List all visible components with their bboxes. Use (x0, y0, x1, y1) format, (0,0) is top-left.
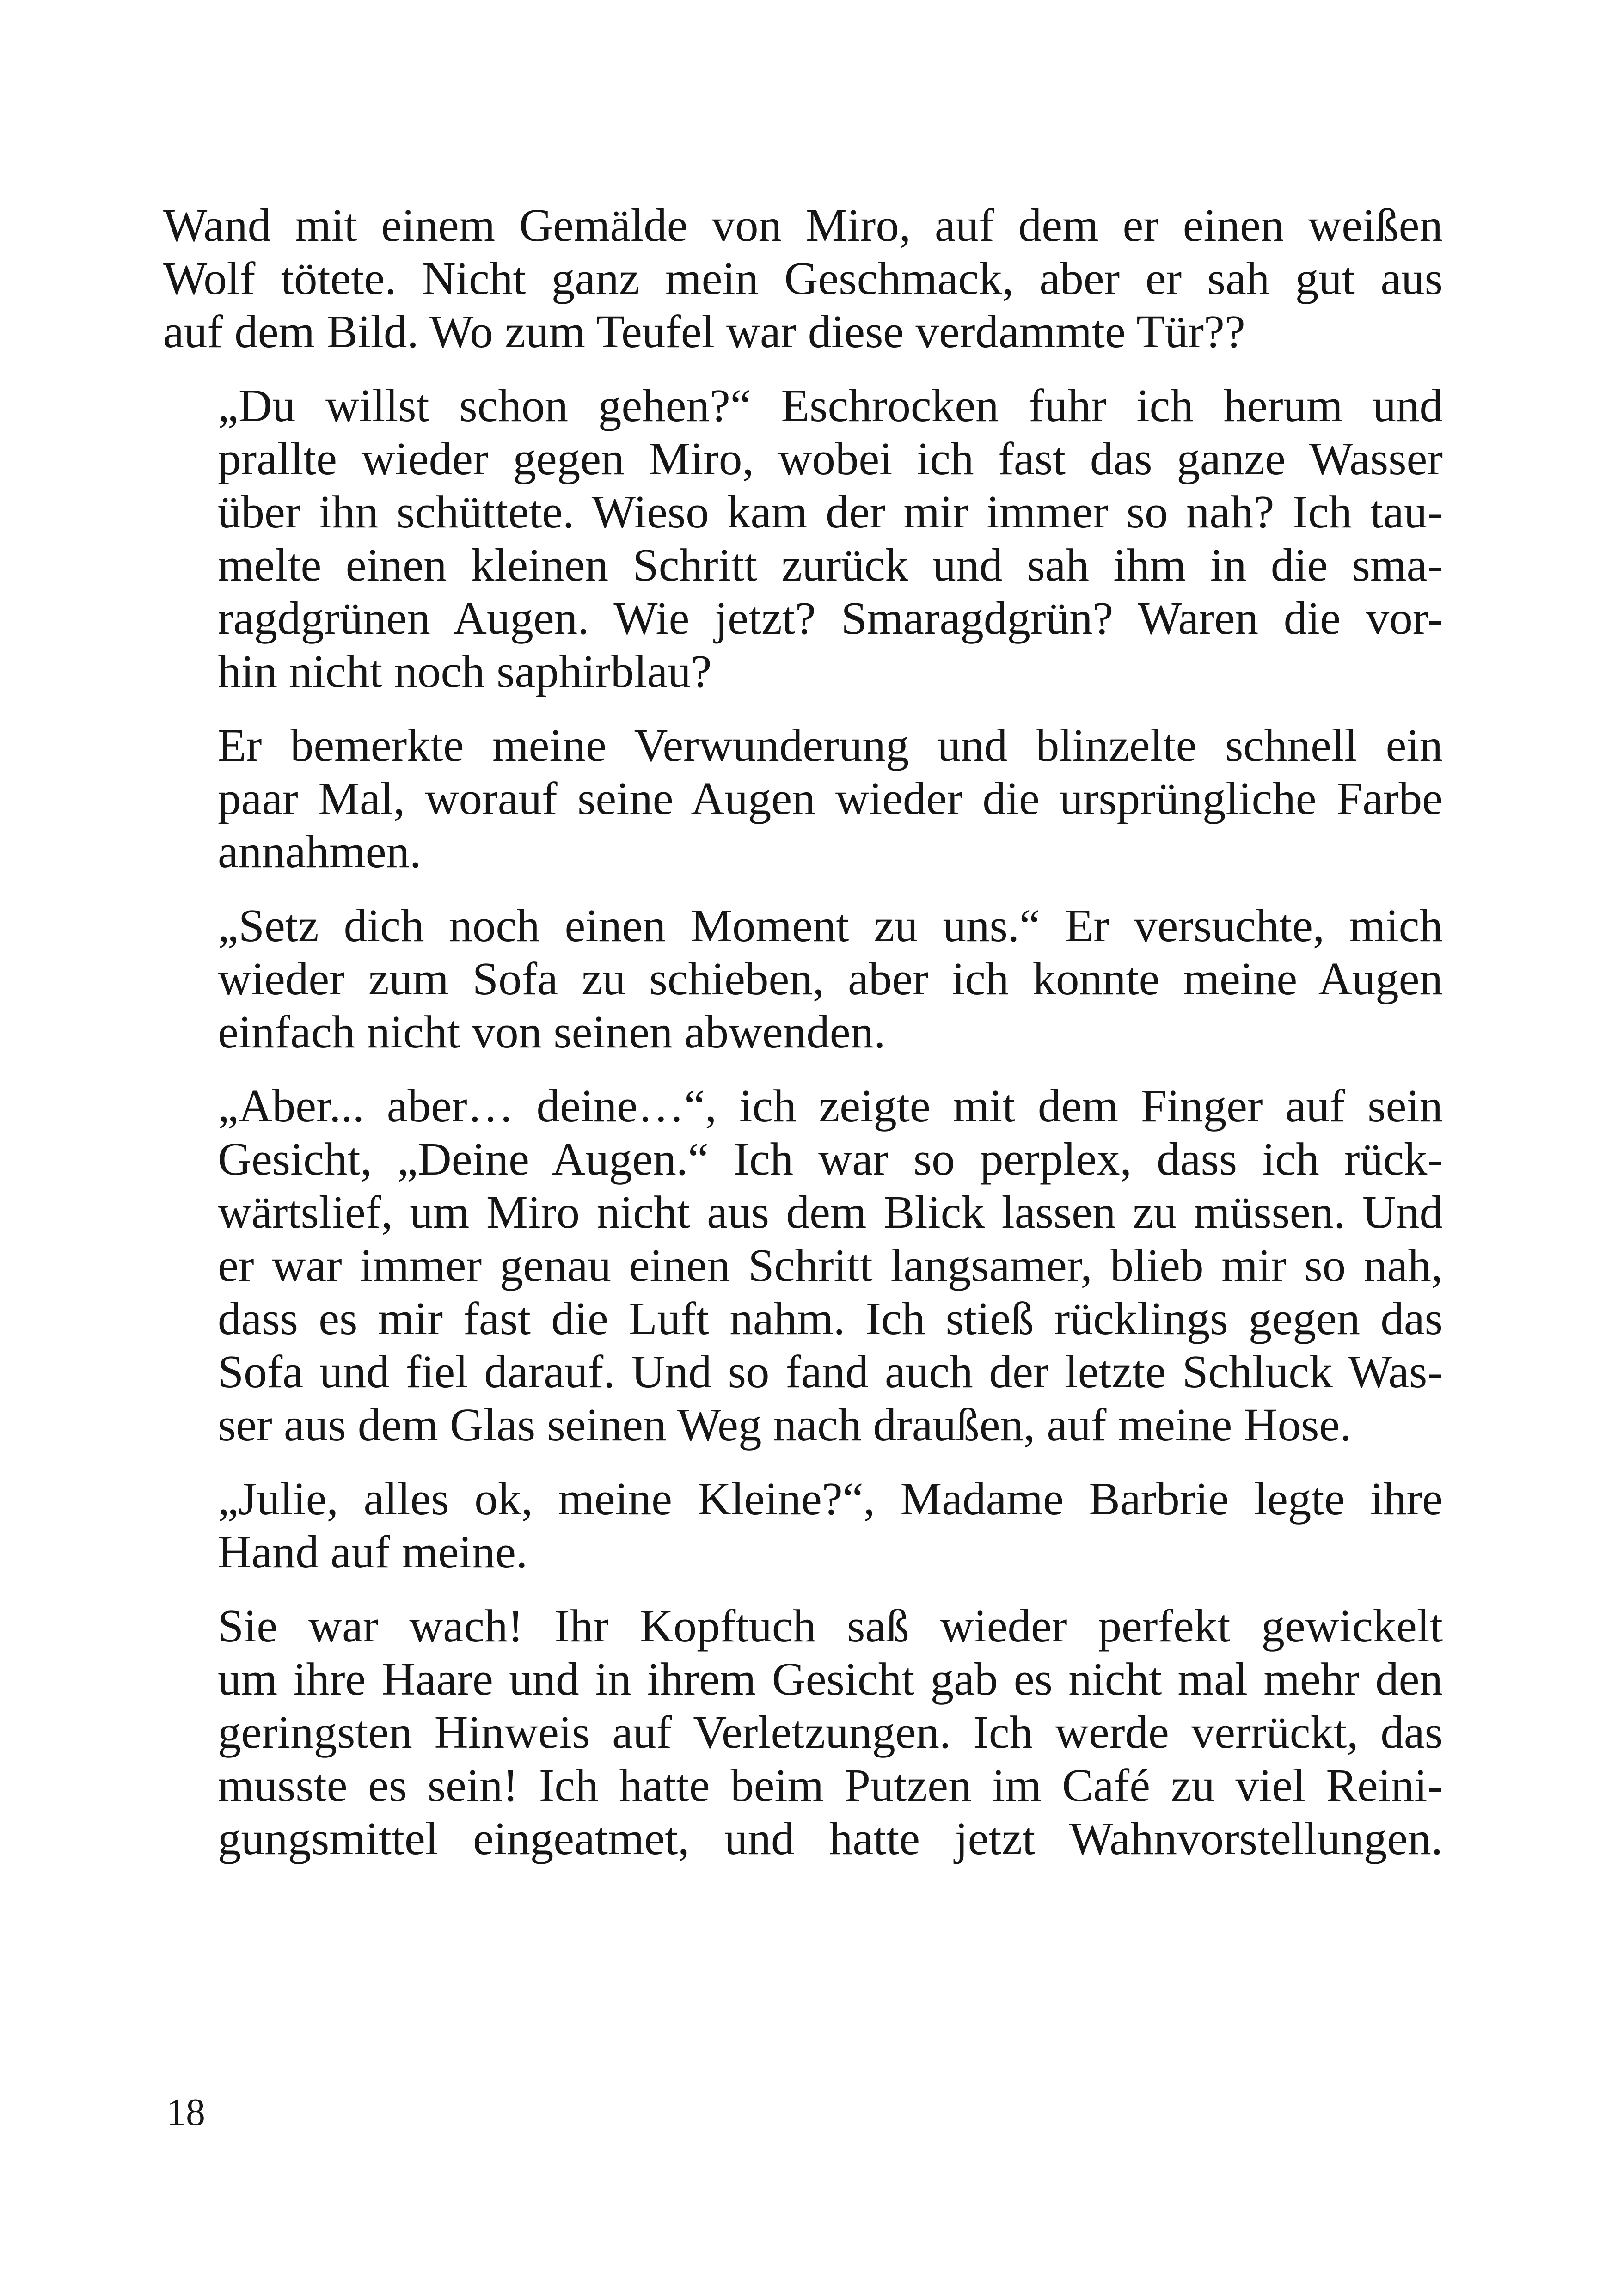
text-line: prallte wieder gegen Miro, wobei ich fast das ganze Wasser (218, 433, 1443, 484)
text-line: Wand mit einem Gemälde von Miro, auf dem er einen weißen (163, 199, 1443, 251)
text-line: auf dem Bild. Wo zum Teufel war diese verdammte Tür?? (163, 306, 1245, 357)
text-line: Hand auf meine. (218, 1526, 528, 1578)
text-line: paar Mal, worauf seine Augen wieder die ursprüngliche Farbe (218, 772, 1443, 824)
text-line: geringsten Hinweis auf Verletzungen. Ich werde verrückt, das (218, 1706, 1443, 1758)
paragraph (163, 1599, 1443, 1865)
text-line: gungsmittel eingeatmet, und hatte jetzt Wahnvorstellungen. (218, 1812, 1443, 1864)
text-line: melte einen kleinen Schritt zurück und sah ihm in die sma- (218, 539, 1443, 591)
text-line: um ihre Haare und in ihrem Gesicht gab es nicht mal mehr den (218, 1653, 1443, 1705)
text-line: dass es mir fast die Luft nahm. Ich stieß rücklings gegen das (218, 1292, 1443, 1344)
text-line: wärtslief, um Miro nicht aus dem Blick lassen zu müssen. Und (218, 1186, 1443, 1238)
paragraph (163, 1079, 1443, 1451)
text-line: annahmen. (218, 826, 422, 877)
text-line: einfach nicht von seinen abwenden. (218, 1006, 886, 1058)
page-number: 18 (166, 2091, 205, 2134)
paragraph (163, 899, 1443, 1059)
text-line: ser aus dem Glas seinen Weg nach draußen, auf meine Hose. (218, 1399, 1352, 1451)
text-line: Er bemerkte meine Verwunderung und blinzelte schnell ein (218, 719, 1443, 771)
body-text (163, 199, 1443, 1886)
text-line: „Setz dich noch einen Moment zu uns.“ Er versuchte, mich (218, 900, 1443, 951)
text-line: „Du willst schon gehen?“ Eschrocken fuhr ich herum und (218, 380, 1443, 431)
text-line: hin nicht noch saphirblau? (218, 645, 712, 697)
text-line: „Aber... aber… deine…“, ich zeigte mit dem Finger auf sein (218, 1080, 1443, 1132)
text-line: über ihn schüttete. Wieso kam der mir immer so nah? Ich tau- (218, 486, 1443, 538)
paragraph (163, 719, 1443, 878)
text-line: musste es sein! Ich hatte beim Putzen im Café zu viel Reini- (218, 1759, 1443, 1811)
paragraph (163, 379, 1443, 698)
text-line: „Julie, alles ok, meine Kleine?“, Madame Barbrie legte ihre (218, 1473, 1443, 1525)
paragraph (163, 199, 1443, 358)
text-line: ragdgrünen Augen. Wie jetzt? Smaragdgrün? Waren die vor- (218, 592, 1443, 644)
text-line: Sofa und fiel darauf. Und so fand auch der letzte Schluck Was- (218, 1346, 1443, 1397)
text-line: er war immer genau einen Schritt langsamer, blieb mir so nah, (218, 1239, 1443, 1291)
text-line: Wolf tötete. Nicht ganz mein Geschmack, aber er sah gut aus (163, 252, 1443, 304)
text-line: wieder zum Sofa zu schieben, aber ich konnte meine Augen (218, 953, 1443, 1004)
text-line: Gesicht, „Deine Augen.“ Ich war so perplex, dass ich rück- (218, 1133, 1443, 1185)
paragraph (163, 1472, 1443, 1579)
text-line: Sie war wach! Ihr Kopftuch saß wieder perfekt gewickelt (218, 1600, 1443, 1652)
